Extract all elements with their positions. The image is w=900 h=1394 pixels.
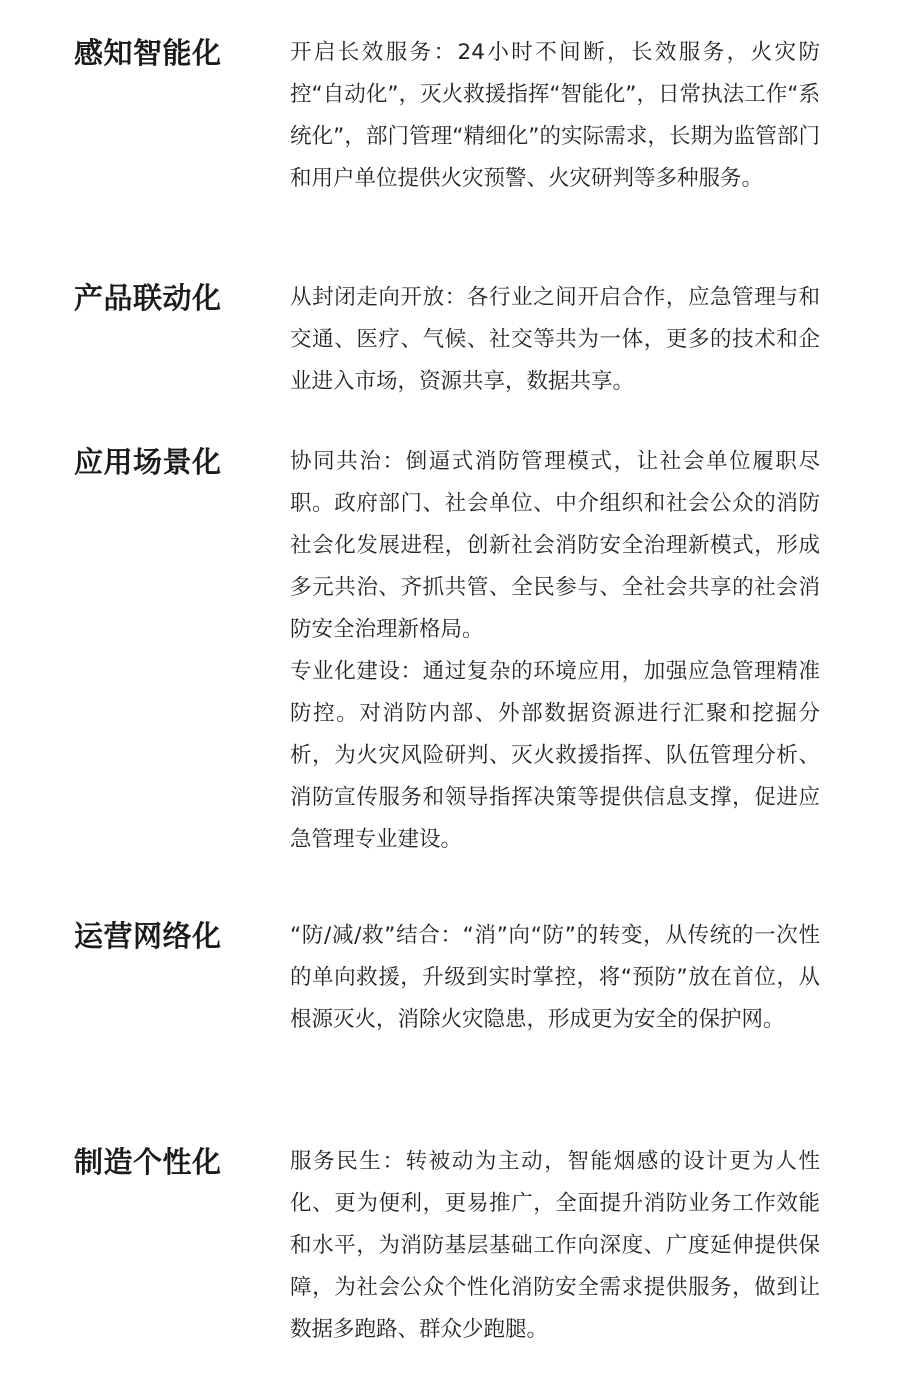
section-body [290,441,820,861]
section-paragraph: 开启长效服务：24小时不间断，长效服务，火灾防控“自动化”，灭火救援指挥“智能化”，日常执法工作“系统化”，部门管理“精细化”的实际需求，长期为监管部门和用户单位提供火灾预警、火灾研判等多种服务。 [290,40,820,191]
section-paragraph: 协同共治：倒逼式消防管理模式，让社会单位履职尽职。政府部门、社会单位、中介组织和社会公众的消防社会化发展进程，创新社会消防安全治理新模式，形成多元共治、齐抓共管、全民参与、全社会共享的社会消防安全治理新格局。 [290,449,820,642]
section-heading: 应用场景化 [74,445,222,479]
section-heading: 感知智能化 [74,36,222,70]
section-paragraph: 专业化建设：通过复杂的环境应用，加强应急管理精准防控。对消防内部、外部数据资源进行汇聚和挖掘分析，为火灾风险研判、灭火救援指挥、队伍管理分析、消防宣传服务和领导指挥决策等提供信息支撑，促进应急管理专业建设。 [290,659,820,852]
section-body [290,32,820,200]
section-heading: 制造个性化 [74,1145,222,1179]
section-body [290,915,820,1041]
section-paragraph: 从封闭走向开放：各行业之间开启合作，应急管理与和交通、医疗、气候、社交等共为一体，更多的技术和企业进入市场，资源共享，数据共享。 [290,285,820,394]
section-body [290,1141,820,1351]
section-heading: 产品联动化 [74,281,222,315]
section-heading: 运营网络化 [74,919,222,953]
section-body [290,277,820,403]
section-paragraph: “防/减/救”结合：“消”向“防”的转变，从传统的一次性的单向救援，升级到实时掌控，将“预防”放在首位，从根源灭火，消除火灾隐患，形成更为安全的保护网。 [290,923,820,1032]
section-paragraph: 服务民生：转被动为主动，智能烟感的设计更为人性化、更为便利，更易推广，全面提升消防业务工作效能和水平，为消防基层基础工作向深度、广度延伸提供保障，为社会公众个性化消防安全需求提供服务，做到让数据多跑路、群众少跑腿。 [290,1149,820,1342]
